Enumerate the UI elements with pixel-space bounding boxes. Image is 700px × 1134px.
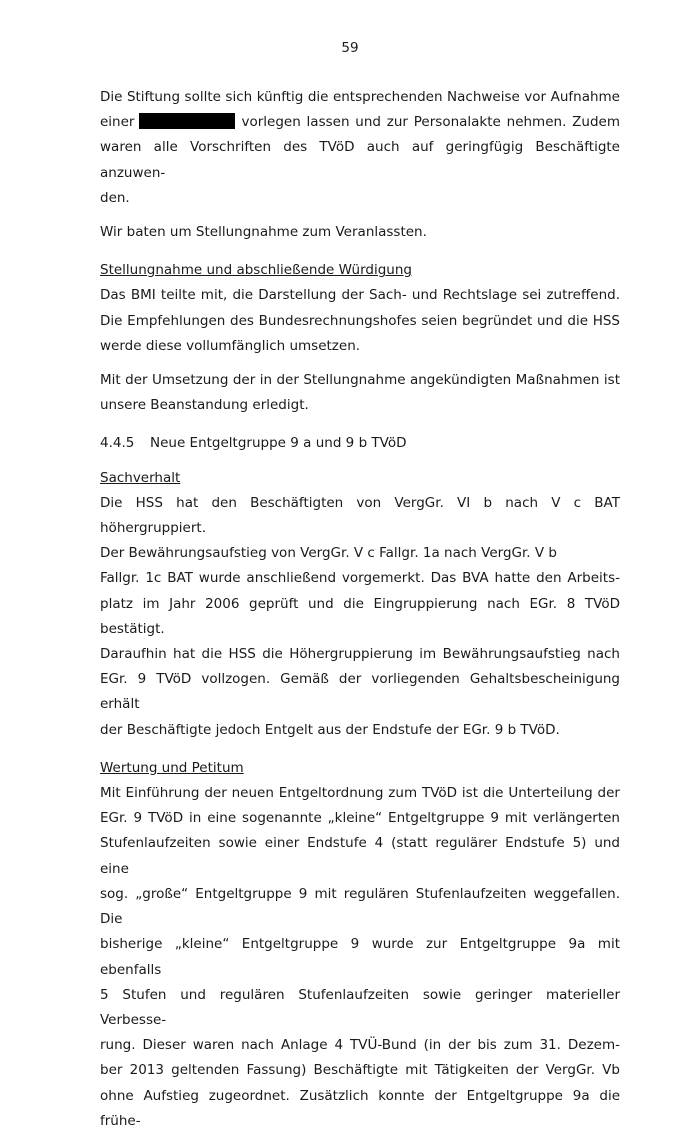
text-line: rung. Dieser waren nach Anlage 4 TVÜ-Bund (in der bis zum 31. Dezem- [100,1037,620,1054]
text-line: Fallgr. 1c BAT wurde anschließend vorgemerkt. Das BVA hatte den Arbeits- [100,570,620,587]
section-heading-4-4-5 [100,431,620,456]
text-line: Die Stiftung sollte sich künftig die entsprechenden Nachweise vor Aufnahme [100,89,620,105]
text-line: werde diese vollumfänglich umsetzen. [100,337,361,354]
subheading-sachverhalt: Sachverhalt [100,469,181,486]
text-line: Daraufhin hat die HSS die Höhergruppierung im Bewährungsaufstieg nach [100,646,620,663]
document-body [100,85,620,1134]
section-title-text: Neue Entgeltgruppe 9 a und 9 b TVöD [150,435,407,452]
text-line: der Beschäftigte jedoch Entgelt aus der Endstufe der EGr. 9 b TVöD. [100,721,560,738]
text-line: Mit der Umsetzung der in der Stellungnahme angekündigten Maßnahmen ist [100,372,620,389]
text-line: Mit Einführung der neuen Entgeltordnung zum TVöD ist die Unterteilung der [100,785,620,802]
text-line: unsere Beanstandung erledigt. [100,397,309,414]
text-line: Der Bewährungsaufstieg von VergGr. V c Fallgr. 1a nach VergGr. V b [100,545,557,562]
section-stellungnahme [100,258,620,359]
text-line: Das BMI teilte mit, die Darstellung der Sach- und Rechtslage sei zutreffend. [100,287,620,304]
page-number: 59 [341,40,359,56]
redaction-bar [139,113,235,129]
text-line: Wir baten um Stellungnahme zum Veranlassten. [100,224,427,241]
text-line: Stufenlaufzeiten sowie einer Endstufe 4 (statt regulärer Endstufe 5) und eine [100,835,620,877]
text-line: Die Empfehlungen des Bundesrechnungshofes seien begründet und die HSS [100,312,620,329]
subheading-stellungnahme: Stellungnahme und abschließende Würdigung [100,262,412,279]
text-fragment: einer [100,114,135,131]
paragraph-nachweise [100,85,620,211]
section-sachverhalt [100,466,620,743]
subheading-wertung: Wertung und Petitum [100,759,244,776]
section-number: 4.4.5 [100,435,135,452]
paragraph-umsetzung [100,368,620,418]
text-line: waren alle Vorschriften des TVöD auch auf geringfügig Beschäftigte anzuwen- [100,139,620,181]
text-line: bisherige „kleine“ Entgeltgruppe 9 wurde zur Entgeltgruppe 9a mit ebenfalls [100,936,620,978]
section-wertung [100,756,620,1134]
text-line-with-redaction [100,110,620,135]
paragraph-stellungnahme-request [100,220,620,245]
text-line: ohne Aufstieg zugeordnet. Zusätzlich konnte der Entgeltgruppe 9a die frühe- [100,1087,620,1129]
text-line: platz im Jahr 2006 geprüft und die Eingruppierung nach EGr. 8 TVöD bestätigt. [100,595,620,637]
text-line: EGr. 9 TVöD in eine sogenannte „kleine“ Entgeltgruppe 9 mit verlängerten [100,810,620,827]
text-line: Die HSS hat den Beschäftigten von VergGr. VI b nach V c BAT höhergruppiert. [100,494,620,537]
text-line: ber 2013 geltenden Fassung) Beschäftigte mit Tätigkeiten der VergGr. Vb [100,1062,620,1079]
text-line: 5 Stufen und regulären Stufenlaufzeiten sowie geringer materieller Verbesse- [100,986,620,1028]
section-title [100,431,620,456]
text-line: EGr. 9 TVöD vollzogen. Gemäß der vorliegenden Gehaltsbescheinigung erhält [100,671,620,713]
text-line: den. [100,189,130,206]
text-fragment: vorlegen lassen und zur Personalakte nehmen. Zudem [241,114,620,131]
text-line: sog. „große“ Entgeltgruppe 9 mit regulären Stufenlaufzeiten weggefallen. Die [100,885,620,928]
